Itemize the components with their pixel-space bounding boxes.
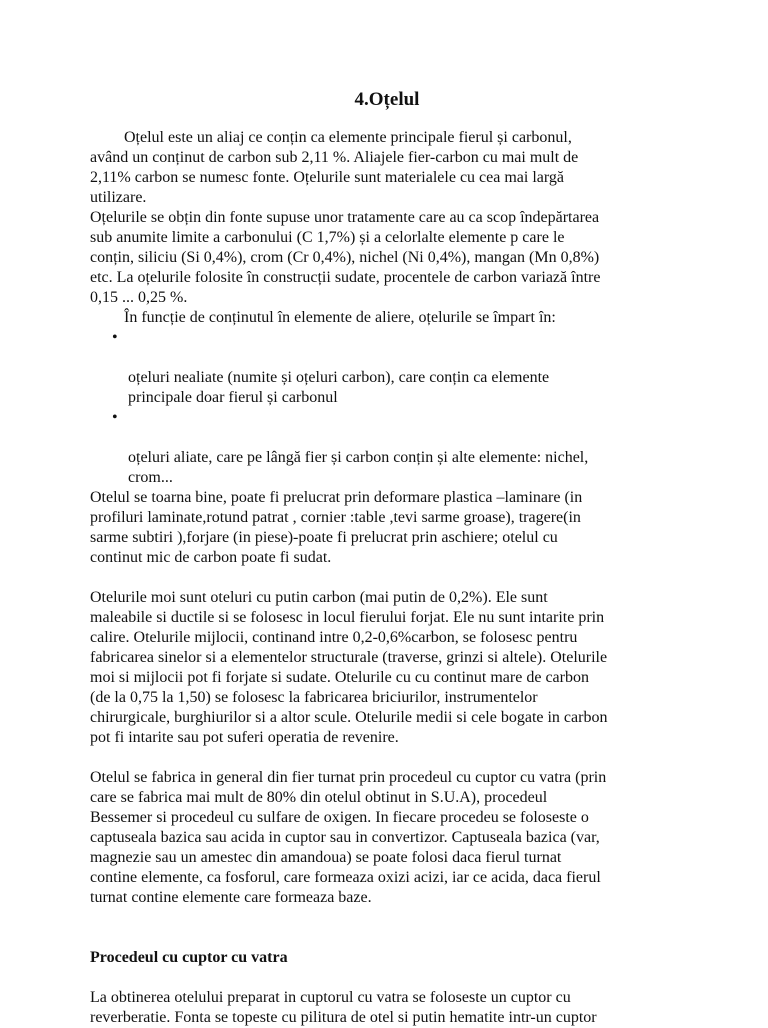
classification-intro: În funcție de conținutul în elemente de aliere, oțelurile se împart în: — [124, 309, 556, 326]
paragraph-spacer — [90, 748, 684, 768]
section-heading: Procedeul cu cuptor cu vatra — [90, 949, 288, 966]
paragraph-spacer — [90, 968, 684, 988]
paragraph-processing: Otelul se toarna bine, poate fi prelucrat prin deformare plastica –laminare (in profiluri laminate,rotund patrat , cornier :table ,tevi sarme groase), tragere(in sarme subtiri ),forjare (in piese)-poate fi prelucrat prin aschiere; otelul cu continut mic de carbon poate fi sudat. — [90, 489, 583, 566]
list-item — [112, 328, 684, 408]
list-item — [112, 408, 684, 488]
steel-types-list — [90, 328, 684, 488]
paragraph-spacer — [90, 568, 684, 588]
bullet-icon: • — [112, 409, 118, 426]
intro-paragraph: Oțelul este un aliaj ce conțin ca elemente principale fierul și carbonul, având un conținut de carbon sub 2,11 %. Aliajele fier-carbon cu mai mult de 2,11% carbon se numesc fonte. Oțelurile sunt materialele cu cea mai largă utilizare. — [90, 129, 579, 206]
bullet-icon: • — [112, 329, 118, 346]
section-spacer — [90, 908, 684, 948]
document-page — [90, 88, 684, 1028]
list-item-text: oțeluri aliate, care pe lângă fier și carbon conțin și alte elemente: nichel, crom... — [128, 449, 589, 486]
paragraph-steel-production: Oțelurile se obțin din fonte supuse unor tratamente care au ca scop îndepărtarea sub anumite limite a carbonului (C 1,7%) și a celorlalte elemente p care le conțin, siliciu (Si 0,4%), crom (Cr 0,4%), nichel (Ni 0,4%), mangan (Mn 0,8%) etc. La oțelurile folosite în construcții sudate, procentele de carbon variază între 0,15 ... 0,25 %. — [90, 209, 601, 306]
paragraph-fabrication: Otelul se fabrica in general din fier turnat prin procedeul cu cuptor cu vatra (prin care se fabrica mai mult de 80% din otelul obtinut in S.U.A), procedeul Bessemer si procedeul cu sulfare de oxigen. In fiecare procedeu se foloseste o captuseala bazica sau acida in cuptor sau in convertizor. Captuseala bazica (var, magnezie sau un amestec din amandoua) se poate folosi daca fierul turnat contine elemente, ca fosforul, care formeaza oxizi acizi, iar ce acida, daca fierul turnat contine elemente care formeaza baze. — [90, 769, 607, 906]
document-title: 4.Oțelul — [354, 89, 420, 110]
paragraph-steel-grades: Otelurile moi sunt oteluri cu putin carbon (mai putin de 0,2%). Ele sunt maleabile si ductile si se folosesc in locul fierului forjat. Ele nu sunt intarite prin calire. Otelurile mijlocii, continand intre 0,2-0,6%carbon, se folosesc pentru fabricarea sinelor si a elementelor structurale (traverse, grinzi si altele). Otelurile moi si mijlocii pot fi forjate si sudate. Otelurile cu cu continut mare de carbon (de la 0,75 la 1,50) se folosesc la fabricarea briciurilor, instrumentelor chirurgicale, burghiurilor si a altor scule. Otelurile medii si cele bogate in carbon pot fi intarite sau pot suferi operatia de revenire. — [90, 589, 608, 746]
paragraph-hearth-furnace: La obtinerea otelului preparat in cuptorul cu vatra se foloseste un cuptor cu reverberatie. Fonta se topeste cu pilitura de otel si putin hematite intr-un cuptor — [90, 989, 597, 1026]
list-item-text: oțeluri nealiate (numite și oțeluri carbon), care conțin ca elemente principale doar fierul și carbonul — [128, 369, 550, 406]
